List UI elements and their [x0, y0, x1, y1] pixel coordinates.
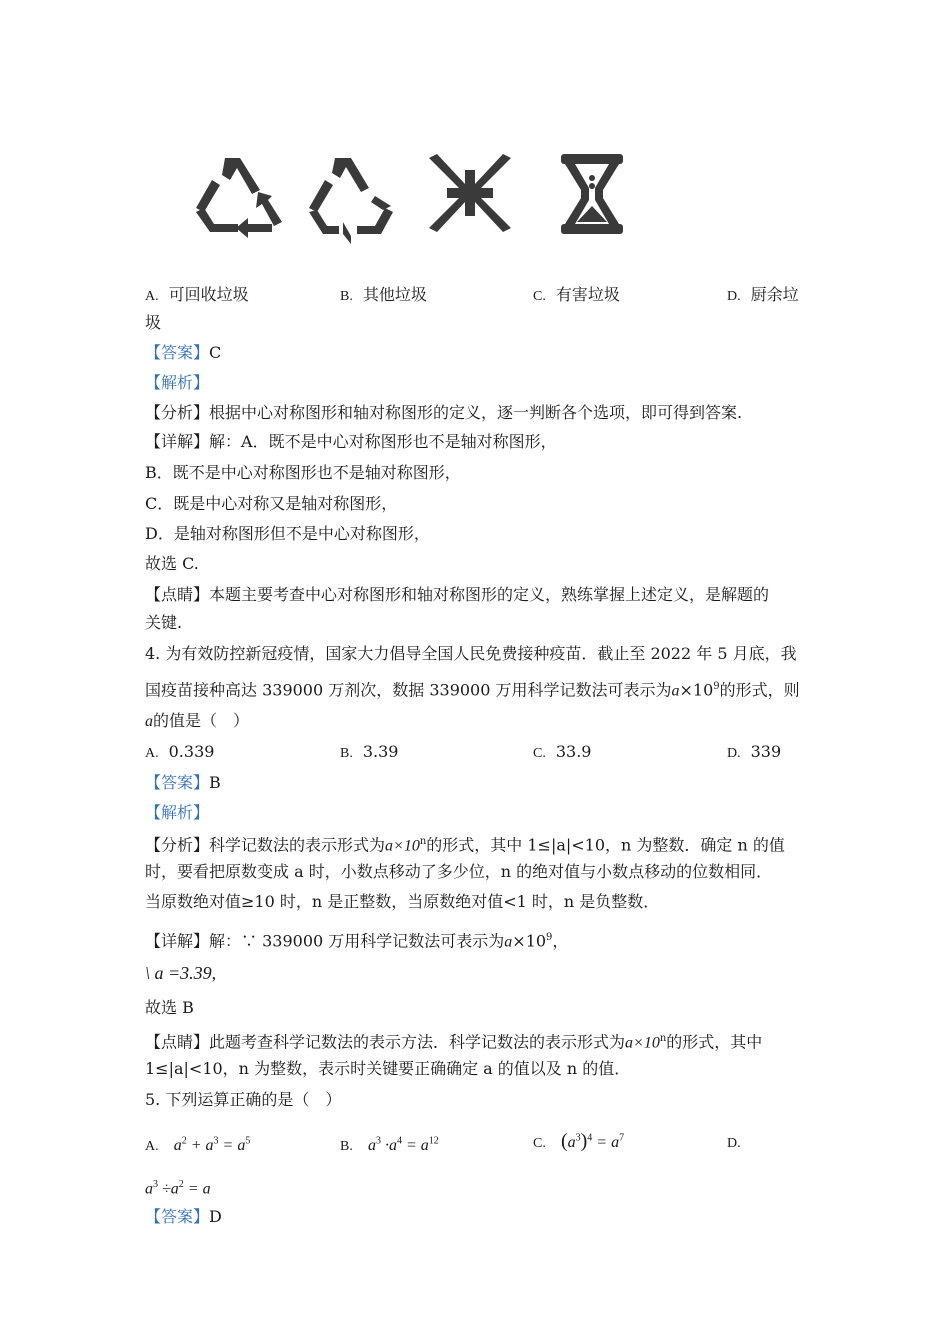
q3-option-d: D. 厨余垃 — [727, 285, 799, 304]
q4-answer: 【答案】B — [145, 773, 221, 792]
q3-option-a: A. 可回收垃圾 — [145, 285, 249, 304]
q3-answer: 【答案】C — [145, 343, 222, 362]
hazardous-waste-icon — [425, 150, 515, 235]
q4-stem-1: 4. 为有效防控新冠疫情，国家大力倡导全国人民免费接种疫苗．截止至 2022 年 5 月底，我 — [145, 644, 797, 663]
q4-analysis-tag: 【解析】 — [145, 803, 210, 822]
q5-stem: 5. 下列运算正确的是（ ） — [145, 1090, 342, 1109]
q5-option-a-expr: $a^2 + a^3 = a^5$ — [173, 1136, 251, 1155]
q5-option-c: C. $(a^3)^4 = a^7$ — [533, 1130, 625, 1153]
q5-answer: 【答案】D — [145, 1207, 222, 1226]
q3-detail-2: B．既不是中心对称图形也不是轴对称图形， — [145, 463, 461, 482]
q3-option-c: C. 有害垃圾 — [533, 285, 620, 304]
q4-stem-3: a的值是（ ） — [145, 711, 250, 730]
q5-option-d-expr: $a^3 \div a^2 = a$ — [145, 1179, 211, 1198]
q5-option-b: B. $a^3 \cdot a^4 = a^{12}$ — [340, 1136, 439, 1155]
q4-detail-3: 故选 B — [145, 998, 194, 1017]
q4-detail-2: \ a =3.39, — [145, 963, 217, 983]
q4-fenxi-1: 【分析】科学记数法的表示形式为$a\times 10^n$的形式，其中 1≤|a|<10，n 为整数．确定 n 的值 — [145, 835, 785, 855]
q3-option-b: B. 其他垃圾 — [340, 285, 427, 304]
q3-detail-5: 故选 C. — [145, 554, 199, 573]
q4-detail-1: 【详解】解：∵ 339000 万用科学记数法可表示为$a\times 10^9$， — [145, 931, 569, 951]
other-waste-icon — [305, 150, 395, 245]
q3-dianjing-2: 关键. — [145, 613, 183, 632]
q4-option-a: A. 0.339 — [145, 742, 215, 761]
q4-stem-2: 国疫苗接种高达 339000 万剂次，数据 339000 万用科学记数法可表示为$a\times 10^9$的形式，则 — [145, 680, 800, 700]
q4-option-b: B. 3.39 — [340, 742, 399, 761]
kitchen-waste-icon — [555, 150, 630, 240]
q3-option-d-wrap: 圾 — [145, 313, 162, 332]
q4-option-c: C. 33.9 — [533, 742, 592, 761]
q5-option-d: D. — [727, 1136, 741, 1151]
q3-detail-3: C．既是中心对称又是轴对称图形， — [145, 494, 398, 513]
q4-dianjing-2: 1≤|a|<10，n 为整数，表示时关键要正确确定 a 的值以及 n 的值． — [145, 1059, 631, 1078]
q5-option-b-expr: $a^3 \cdot a^4 = a^{12}$ — [367, 1136, 439, 1155]
q4-fenxi-2: 时，要看把原数变成 a 时，小数点移动了多少位，n 的绝对值与小数点移动的位数相同． — [145, 862, 773, 881]
waste-icons-row — [190, 150, 640, 245]
q4-fenxi-3: 当原数绝对值≥10 时，n 是正整数，当原数绝对值<1 时，n 是负整数． — [145, 892, 660, 911]
q4-option-d: D. 339 — [727, 742, 782, 761]
q3-detail-4: D．是轴对称图形但不是中心对称图形， — [145, 524, 430, 543]
q5-option-a: A. $a^2 + a^3 = a^5$ — [145, 1136, 251, 1155]
q3-dianjing-1: 【点睛】本题主要考查中心对称图形和轴对称图形的定义，熟练掌握上述定义，是解题的 — [145, 585, 770, 604]
q3-analysis-tag: 【解析】 — [145, 373, 210, 392]
q5-option-c-expr: $(a^3)^4 = a^7$ — [560, 1130, 625, 1153]
q3-detail-1: 【详解】解：A．既不是中心对称图形也不是轴对称图形， — [145, 432, 557, 451]
q4-dianjing-1: 【点睛】此题考查科学记数法的表示方法．科学记数法的表示形式为$a\times 10^n$的形式，其中 — [145, 1032, 763, 1052]
recycle-icon — [190, 150, 290, 240]
q3-fenxi: 【分析】根据中心对称图形和轴对称图形的定义，逐一判断各个选项，即可得到答案. — [145, 403, 743, 422]
